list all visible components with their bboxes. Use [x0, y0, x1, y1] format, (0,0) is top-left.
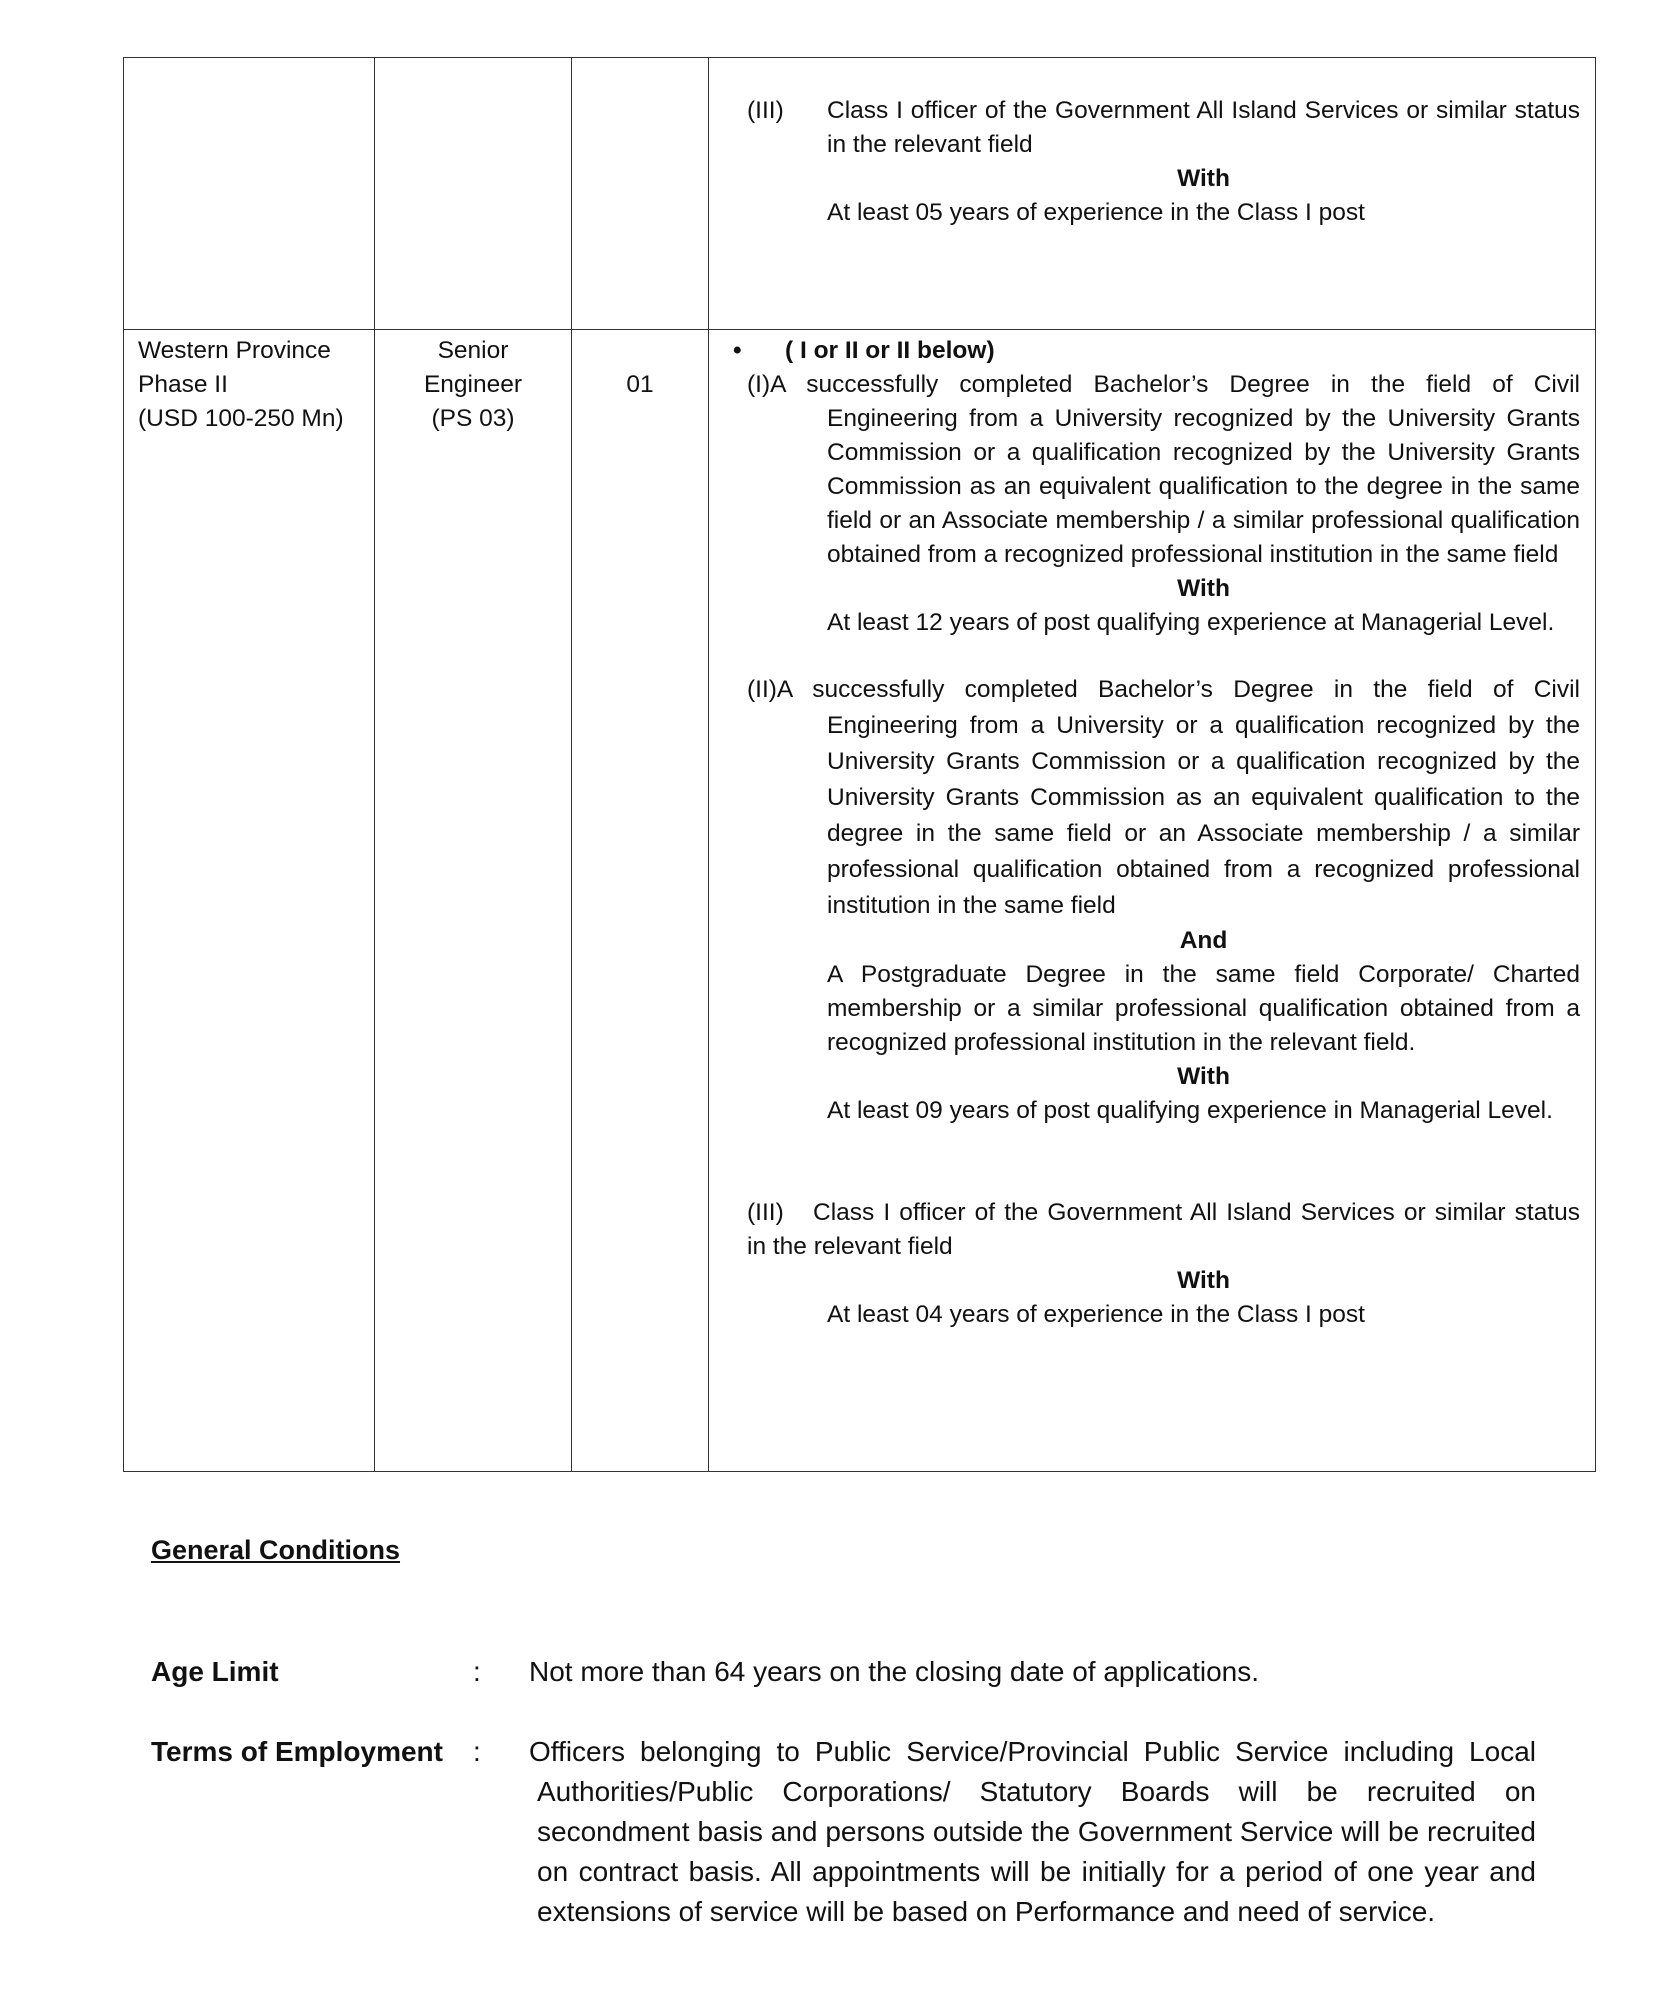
with-label: With — [1177, 1267, 1230, 1294]
vacancy-count: 01 — [626, 371, 654, 398]
qualifications-cell — [709, 330, 1596, 1472]
designation-cell — [375, 58, 572, 330]
item-text: (I)A successfully completed Bachelor’s Degree in the field of Civil Engineering from a University recognized by the University Grants Commission or a qualification recognized by the University Grants Commission as an equivalent qualification to the degree in the same field or an Associate membership / a similar professional qualification obtained from a recognized professional institution in the same field — [747, 371, 1580, 568]
terms-label: Terms of Employment — [151, 1736, 443, 1767]
count-cell — [572, 58, 709, 330]
colon: : — [473, 1656, 481, 1687]
designation-cell — [375, 330, 572, 1472]
colon: : — [473, 1736, 481, 1767]
qualifications-cell — [709, 58, 1596, 330]
region-cell — [124, 58, 375, 330]
region-line: Western Province — [138, 337, 331, 364]
age-limit-row — [151, 1652, 1536, 1692]
item-text: Class I officer of the Government All Island Services or similar status in the relevant field — [747, 1199, 1580, 1260]
with-label: With — [1177, 165, 1230, 192]
age-limit-text: Not more than 64 years on the closing date of applications. — [529, 1656, 1259, 1687]
region-line: Phase II — [138, 371, 228, 398]
bullet-heading: • ( I or II or II below) — [729, 334, 1580, 368]
terms-text: Officers belonging to Public Service/Provincial Public Service including Local Authorities/Public Corporations/ Statutory Boards will be recruited on secondment basis and persons outside the Government Service will be recruited on contract basis. All appointments will be initially for a period of one year and extensions of service will be based on Performance and need of service. — [529, 1736, 1536, 1927]
designation-line: (PS 03) — [431, 405, 515, 432]
qualification-item — [747, 1196, 1580, 1332]
experience-text: At least 05 years of experience in the Class I post — [827, 199, 1365, 226]
qualification-item — [747, 94, 1580, 230]
item-number: (III) — [747, 97, 784, 124]
item-text: (II)A successfully completed Bachelor’s Degree in the field of Civil Engineering from a University or a qualification recognized by the University Grants Commission or a qualification recognized by the University Grants Commission as an equivalent qualification to the degree in the same field or an Associate membership / a similar professional qualification obtained from a recognized professional institution in the same field — [747, 676, 1580, 919]
count-cell — [572, 330, 709, 1472]
with-label: With — [1177, 575, 1230, 602]
designation-line: Engineer — [423, 371, 523, 398]
with-label: With — [1177, 1063, 1230, 1090]
table-row — [124, 330, 1596, 1472]
postgrad-text: A Postgraduate Degree in the same field Corporate/ Charted membership or a similar professional qualification obtained from a recognized professional institution in the relevant field. — [827, 961, 1580, 1056]
item-number: (III) — [747, 1199, 784, 1226]
bullet-icon: • — [733, 337, 742, 364]
table-row — [124, 58, 1596, 330]
region-line: (USD 100-250 Mn) — [138, 405, 344, 432]
item-text: Class I officer of the Government All Island Services or similar status in the relevant field — [827, 97, 1580, 158]
experience-text: At least 12 years of post qualifying experience at Managerial Level. — [827, 609, 1555, 636]
designation-line: Senior — [437, 337, 509, 364]
age-limit-label: Age Limit — [151, 1656, 279, 1687]
experience-text: At least 09 years of post qualifying experience in Managerial Level. — [827, 1097, 1553, 1124]
terms-row — [151, 1732, 1536, 1972]
experience-text: At least 04 years of experience in the Class I post — [827, 1301, 1365, 1328]
qualifications-table — [123, 57, 1596, 1472]
general-conditions-title: General Conditions — [151, 1535, 401, 1565]
region-cell — [124, 330, 375, 1472]
and-label: And — [1179, 927, 1228, 954]
